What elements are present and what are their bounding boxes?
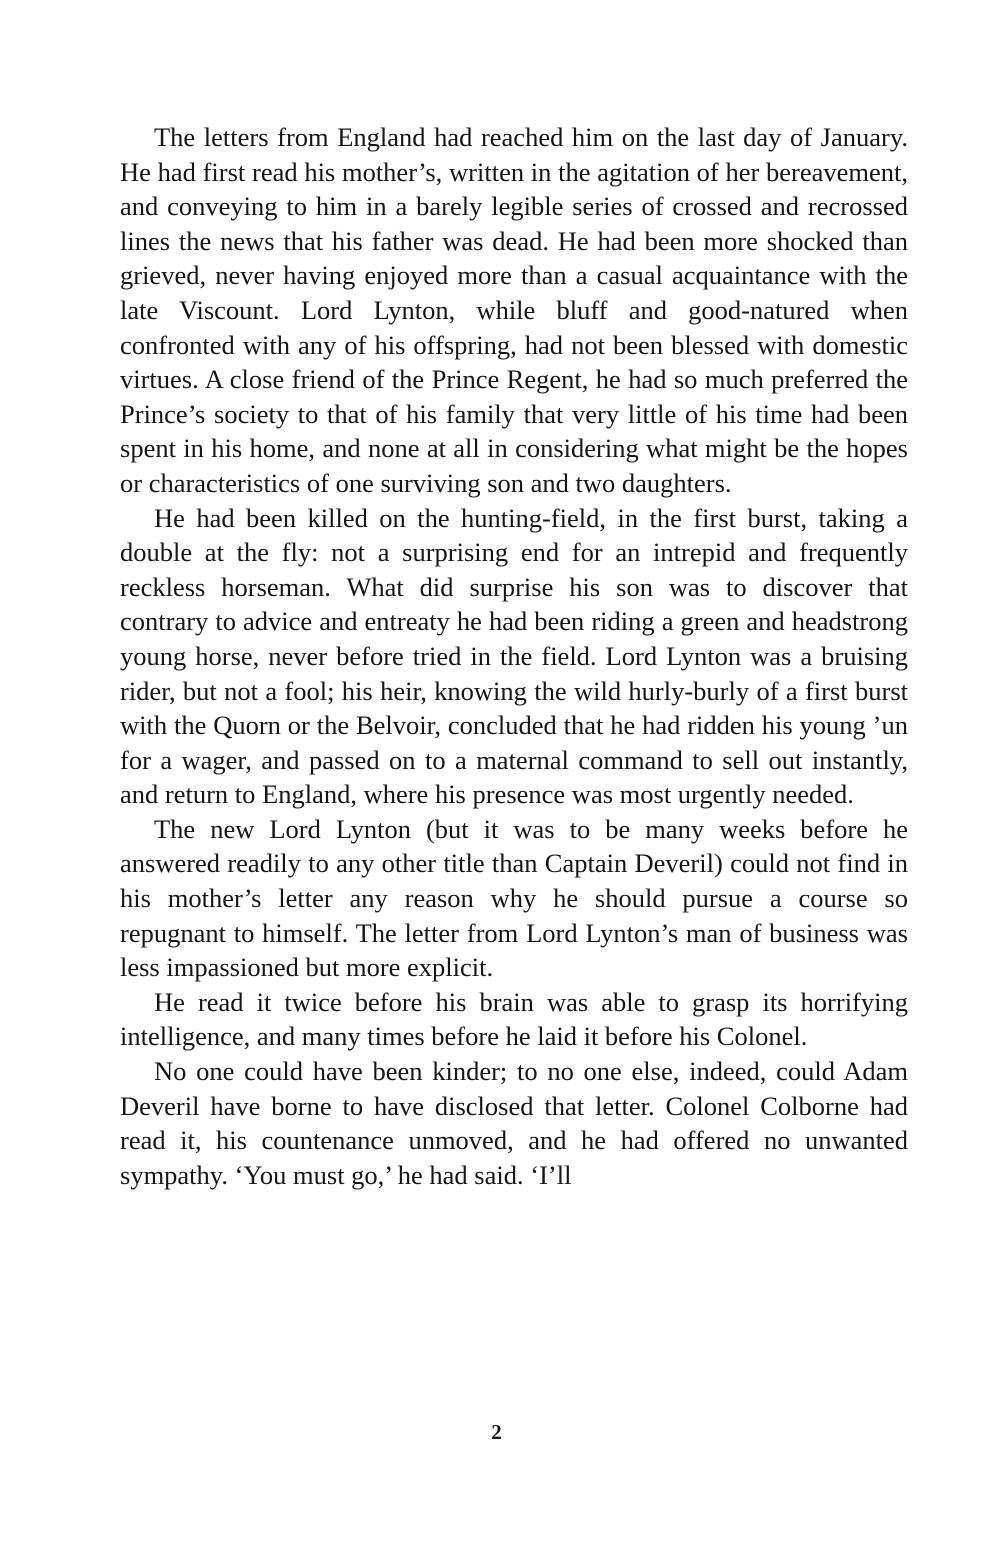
- paragraph-3: The new Lord Lynton (but it was to be many weeks before he answered readily to any other title than Captain Deveril) could not find in his mother’s letter any reason why he should pursue a course so repugnant to himself. The letter from Lord Lynton’s man of business was less impassioned but more explicit.: [120, 813, 908, 983]
- body-text: [120, 120, 908, 1192]
- paragraph-5: No one could have been kinder; to no one else, indeed, could Adam Deveril have borne to have disclosed that letter. Colonel Colborne had read it, his countenance unmoved, and he had offered no unwanted sympathy. ‘You must go,’ he had said. ‘I’ll: [120, 1056, 908, 1190]
- page-number: 2: [491, 1420, 502, 1444]
- paragraph-4: He read it twice before his brain was able to grasp its horrifying intelligence, and many times before he laid it before his Colonel.: [120, 986, 908, 1052]
- paragraph-1: The letters from England had reached him on the last day of January. He had first read his mother’s, written in the agitation of her bereavement, and conveying to him in a barely legible series of crossed and recrossed lines the news that his father was dead. He had been more shocked than grieved, never having enjoyed more than a casual acquaintance with the late Viscount. Lord Lynton, while bluff and good-natured when confronted with any of his offspring, had not been blessed with domestic virtues. A close friend of the Prince Regent, he had so much preferred the Prince’s society to that of his family that very little of his time had been spent in his home, and none at all in considering what might be the hopes or characteristics of one surviving son and two daughters.: [120, 122, 908, 498]
- paragraph-2: He had been killed on the hunting-field, in the first burst, taking a double at the fly: not a surprising end for an intrepid and frequently reckless horseman. What did surprise his son was to discover that contrary to advice and entreaty he had been riding a green and headstrong young horse, never before tried in the field. Lord Lynton was a bruising rider, but not a fool; his heir, knowing the wild hurly-burly of a first burst with the Quorn or the Belvoir, concluded that he had ridden his young ’un for a wager, and passed on to a maternal command to sell out instantly, and return to England, where his presence was most urgently needed.: [120, 502, 908, 810]
